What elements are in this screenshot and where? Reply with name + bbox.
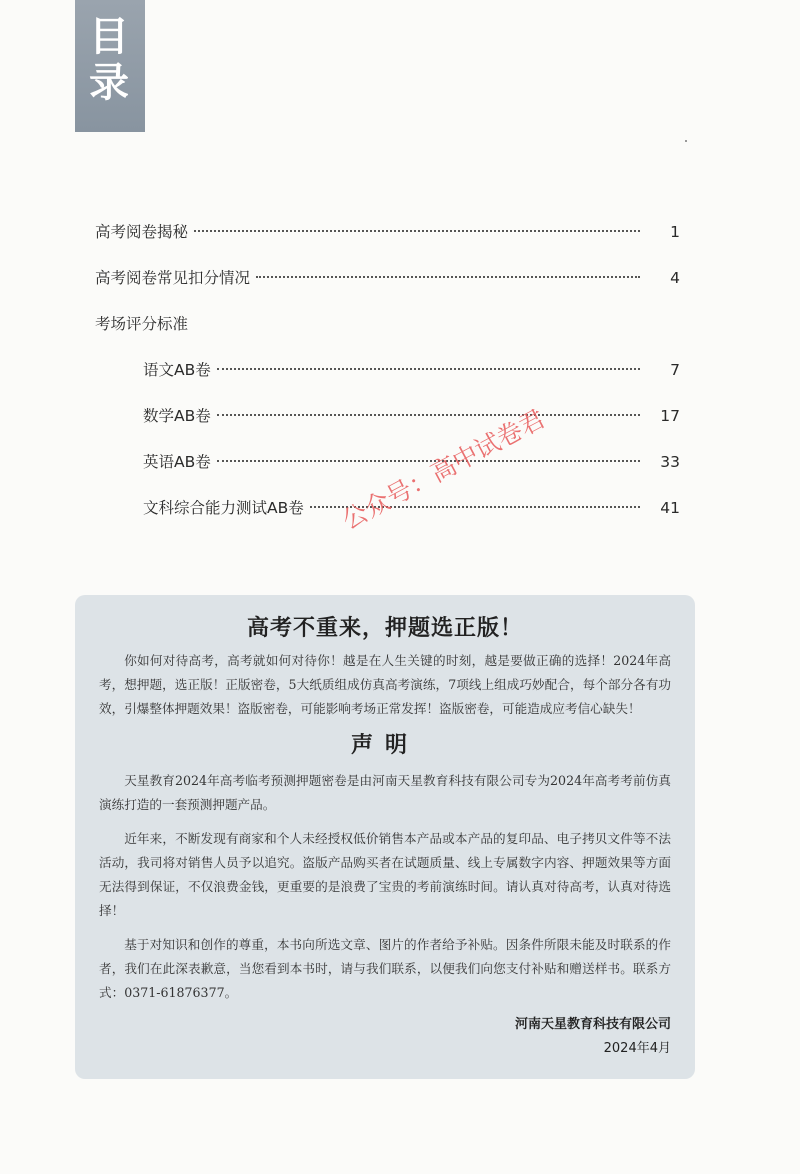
toc-entry-title: 语文AB卷: [143, 361, 211, 379]
signature-block: [515, 1013, 671, 1061]
statement-paragraph-2: 近年来，不断发现有商家和个人未经授权低价销售本产品或本产品的复印品、电子拷贝文件等不法活动，我司将对销售人员予以追究。盗版产品购买者在试题质量、线上专属数字内容、押题效果等方面无法得到保证，不仅浪费金钱，更重要的是浪费了宝贵的考前演练时间。请认真对待高考，认真对待选择！: [99, 831, 671, 918]
notice-body: 你如何对待高考，高考就如何对待你！越是在人生关键的时刻，越是要做正确的选择！2024年高考，想押题，选正版！正版密卷，5大纸质组成仿真高考演练，7项线上组成巧妙配合，每个部分各有功效，引爆整体押题效果！盗版密卷，可能影响考场正常发挥！盗版密卷，可能造成应考信心缺失！: [99, 653, 671, 716]
toc-entry-title: 高考阅卷揭秘: [95, 223, 189, 241]
toc-entry-title: 数学AB卷: [143, 407, 211, 425]
toc-entry-page: 17: [660, 407, 680, 425]
toc-entry[interactable]: [95, 215, 680, 261]
watermark: 公众号：高中试卷君: [337, 403, 550, 536]
toc-leader-dots: [217, 368, 640, 370]
toc-entry-page: 1: [670, 223, 680, 241]
statement-paragraph-1: 天星教育2024年高考临考预测押题密卷是由河南天星教育科技有限公司专为2024年高考考前仿真演练打造的一套预测押题产品。: [99, 773, 671, 812]
toc-entry[interactable]: [95, 399, 680, 445]
toc-entry-page: 7: [670, 361, 680, 379]
notice-heading: 高考不重来，押题选正版！: [246, 616, 523, 641]
toc-entry-title: 英语AB卷: [143, 453, 211, 471]
toc-badge: [75, 0, 145, 132]
toc-entry[interactable]: [95, 353, 680, 399]
toc-section-title: 考场评分标准: [95, 315, 189, 333]
toc-leader-dots: [194, 230, 640, 232]
toc-entry-title: 文科综合能力测试AB卷: [143, 499, 304, 517]
toc-leader-dots: [217, 414, 640, 416]
statement-date: 2024年4月: [603, 1041, 671, 1056]
toc-leader-dots: [256, 276, 640, 278]
notice-box: [75, 595, 695, 1079]
toc-entry-page: 41: [660, 499, 680, 517]
toc-entry-page: 33: [660, 453, 680, 471]
statement-heading: 声明: [350, 733, 419, 758]
statement-paragraph-3: 基于对知识和创作的尊重，本书向所选文章、图片的作者给予补贴。因条件所限未能及时联系的作者，我们在此深表歉意，当您看到本书时，请与我们联系，以便我们向您支付补贴和赠送样书。联系方式：0371-61876377。: [99, 937, 671, 1000]
toc-entry-title: 高考阅卷常见扣分情况: [95, 269, 251, 287]
badge-char-1: 目: [89, 14, 131, 60]
scan-speck: [685, 140, 687, 142]
toc-entry[interactable]: [95, 261, 680, 307]
toc-section: [95, 307, 680, 353]
company-name: 河南天星教育科技有限公司: [514, 1017, 671, 1032]
badge-char-2: 录: [89, 60, 131, 106]
toc-entry-page: 4: [670, 269, 680, 287]
